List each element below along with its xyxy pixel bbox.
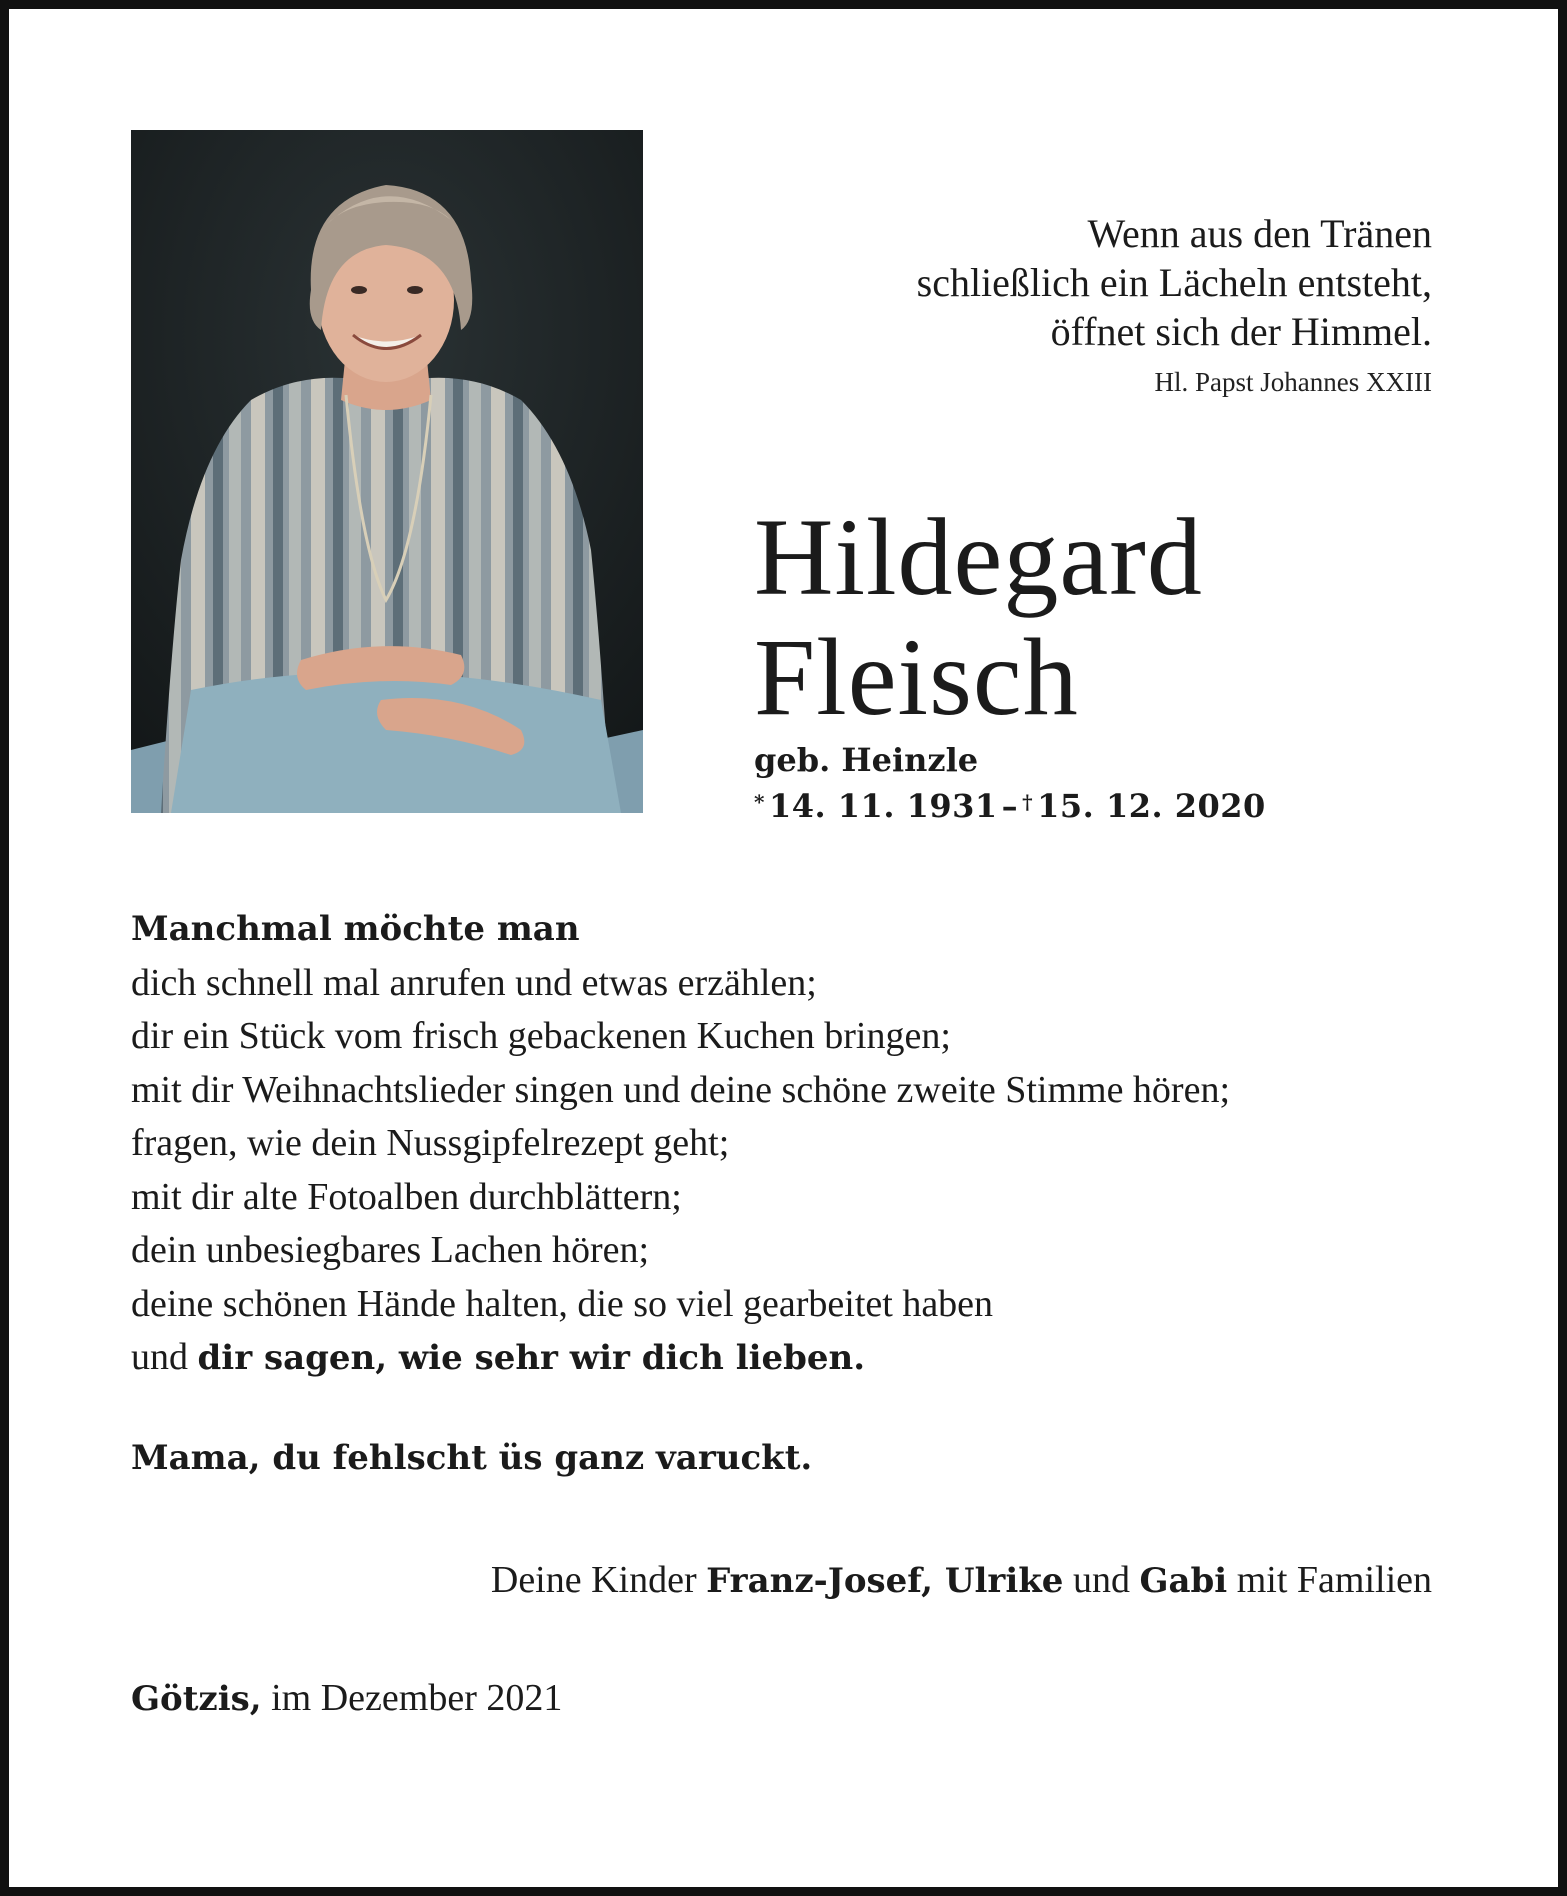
poem-line: mit dir Weihnachtslieder singen und deine schöne zweite Stimme hören;	[131, 1068, 1231, 1111]
poem-last-bold: dir sagen, wie sehr wir dich lieben.	[197, 1338, 866, 1378]
signature-names: Franz-Josef, Ulrike	[706, 1561, 1064, 1601]
poem-line: dir ein Stück vom frisch gebackenen Kuchen bringen;	[131, 1015, 951, 1057]
closing-line: Mama, du fehlscht üs ganz varuckt.	[131, 1438, 813, 1478]
death-cross-icon: †	[1022, 790, 1034, 814]
poem-line: dein unbesiegbares Lachen hören;	[131, 1229, 650, 1271]
poem-intro: Manchmal möchte man	[131, 909, 580, 949]
poem-last-line	[131, 1331, 1230, 1386]
poem-line: deine schönen Hände halten, die so viel gearbeitet haben	[131, 1282, 994, 1325]
death-date: 15. 12. 2020	[1037, 787, 1266, 825]
life-details	[754, 737, 1266, 829]
quote-line: öffnet sich der Himmel.	[1050, 309, 1432, 354]
poem-line: mit dir alte Fotoalben durchblättern;	[131, 1175, 682, 1218]
signature-suffix: mit Familien	[1236, 1559, 1432, 1601]
maiden-name: geb. Heinzle	[754, 741, 979, 779]
place-city: Götzis,	[131, 1679, 262, 1719]
place-date-text: im Dezember 2021	[271, 1677, 563, 1719]
signature-name: Gabi	[1139, 1561, 1228, 1601]
date-dash: –	[1001, 787, 1019, 825]
first-name: Hildegard	[754, 496, 1203, 618]
life-dates	[754, 783, 1266, 829]
family-signature	[491, 1555, 1432, 1606]
birth-date: 14. 11. 1931	[768, 787, 998, 825]
portrait-photo	[131, 130, 643, 813]
birth-star-icon: *	[754, 790, 765, 814]
deceased-name	[754, 497, 1203, 737]
poem-last-prefix: und	[131, 1336, 188, 1378]
signature-prefix: Deine Kinder	[490, 1559, 697, 1601]
poem-line: fragen, wie dein Nussgipfelrezept geht;	[131, 1122, 730, 1164]
place-date	[131, 1673, 562, 1724]
poem-text	[131, 902, 1230, 1386]
quote-line: Wenn aus den Tränen	[1087, 211, 1432, 256]
obituary-sheet	[9, 9, 1558, 1887]
portrait-illustration	[131, 130, 643, 813]
last-name: Fleisch	[754, 616, 1079, 738]
signature-conjunction: und	[1072, 1559, 1130, 1601]
epigraph-quote	[917, 209, 1432, 404]
quote-line: schließlich ein Lächeln entsteht,	[916, 260, 1432, 305]
poem-line: dich schnell mal anrufen und etwas erzählen;	[131, 961, 817, 1004]
quote-author: Hl. Papst Johannes XXIII	[1154, 367, 1432, 397]
